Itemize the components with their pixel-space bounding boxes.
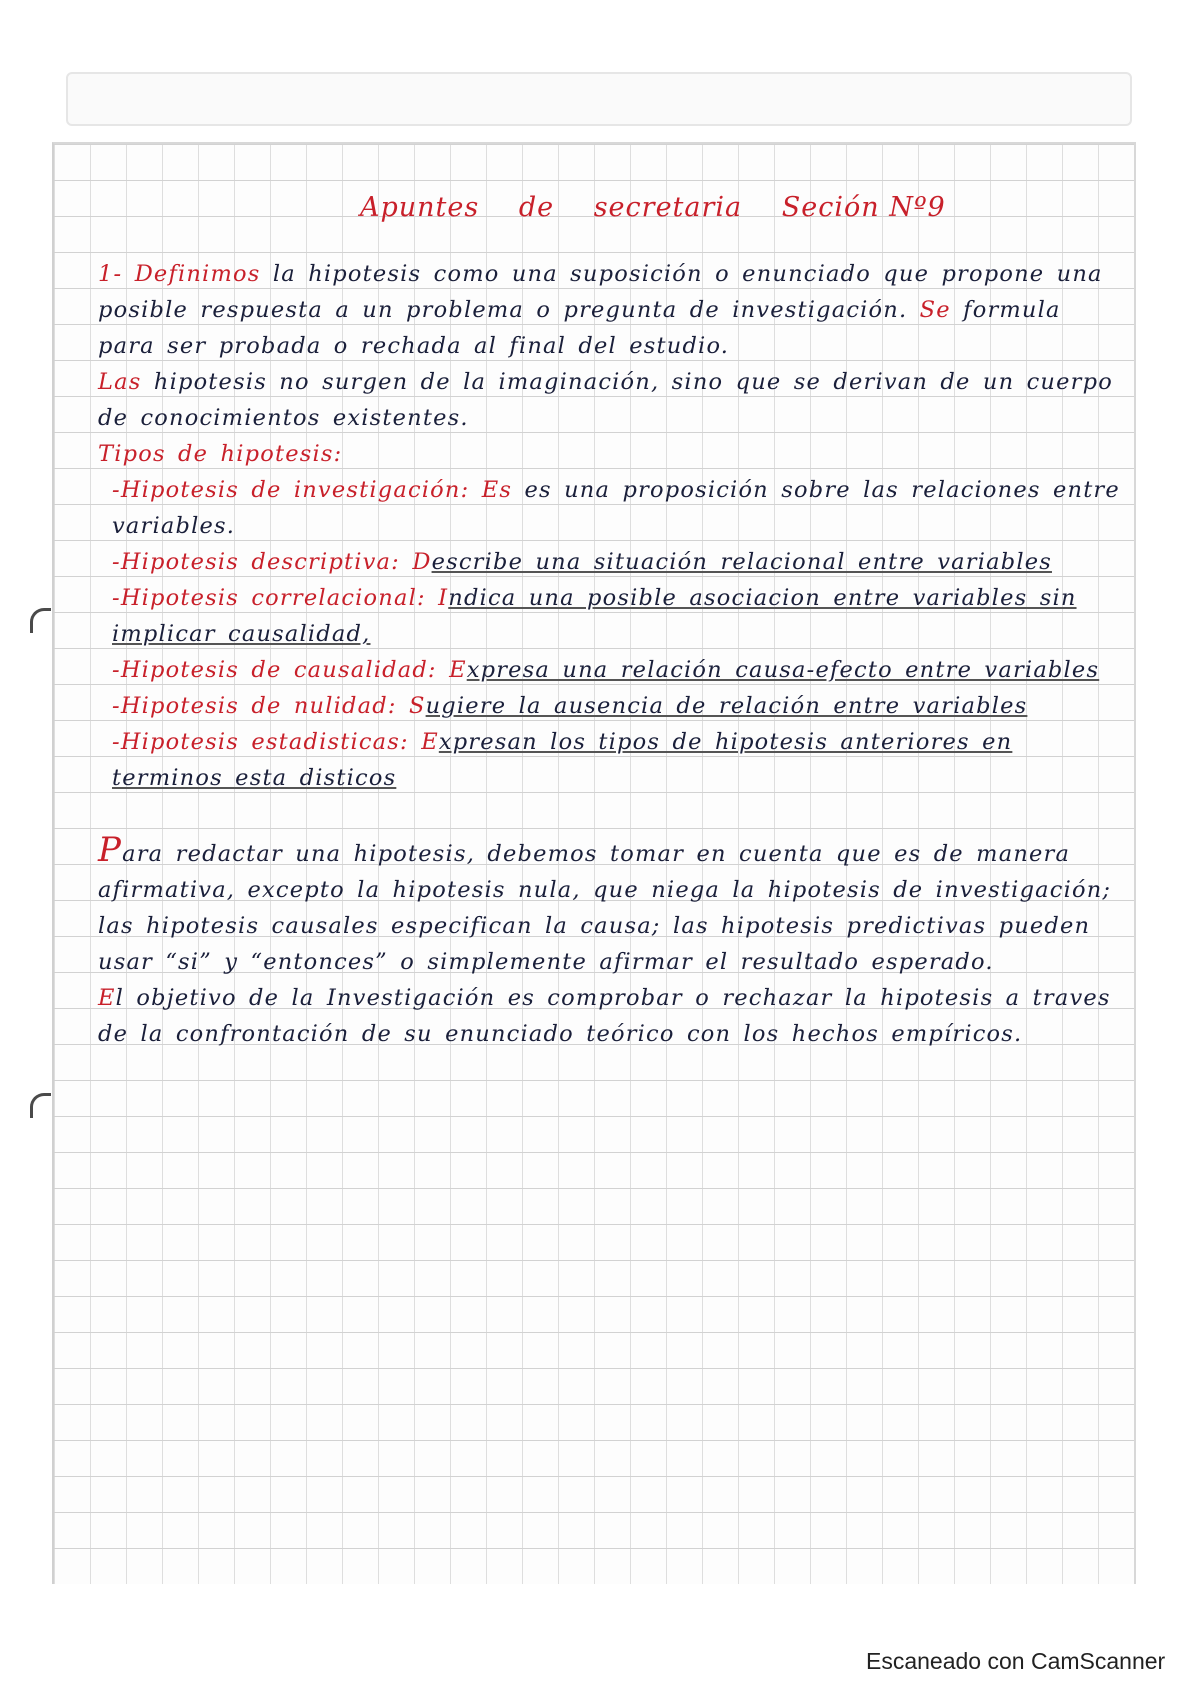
writing-text: ara redactar una hipotesis, debemos tomar en cuenta que es de manera afirmativa, excepto la hipotesis nula, que niega la hipotesis de investigación; las hipotesis causales especifican la causa; las hipotesis predictivas pueden usar “si” y “entonces” o simplemente afirmar el resultado esperado. xyxy=(98,841,1112,975)
type-initial: I xyxy=(438,585,449,611)
type-initial: S xyxy=(408,693,426,719)
writing-paragraph xyxy=(98,832,1128,980)
notes-body xyxy=(98,256,1128,1052)
type-dash: - xyxy=(112,693,121,719)
type-text: ugiere la ausencia de relación entre variables xyxy=(425,693,1028,719)
type-dash: - xyxy=(112,549,121,575)
origin-text: hipotesis no surgen de la imaginación, sino que se derivan de un cuerpo de conocimientos existentes. xyxy=(98,369,1113,431)
intro-line3: para ser probada o rechada al final del estudio. xyxy=(98,333,730,359)
objective-paragraph xyxy=(98,980,1128,1052)
scanner-watermark: Escaneado con CamScanner xyxy=(866,1648,1166,1674)
intro-marker: 1- xyxy=(98,261,123,287)
type-dash: - xyxy=(112,729,121,755)
intro-formula: formula xyxy=(963,297,1061,323)
top-paper-strip xyxy=(66,72,1132,126)
type-item xyxy=(98,472,1128,544)
type-name: Hipotesis de nulidad: xyxy=(120,693,397,719)
title-session: Seción Nº9 xyxy=(781,192,946,223)
objective-initial: E xyxy=(98,985,116,1011)
type-initial: Es xyxy=(481,477,513,503)
type-item xyxy=(98,544,1128,580)
type-dash: - xyxy=(112,585,121,611)
intro-lead: Definimos xyxy=(134,261,261,287)
title-word-1: Apuntes xyxy=(360,192,480,223)
type-dash: - xyxy=(112,657,121,683)
page-title xyxy=(360,192,946,223)
paragraph-gap xyxy=(98,796,1128,832)
type-name: Hipotesis correlacional: xyxy=(120,585,426,611)
type-text: escribe una situación relacional entre variables xyxy=(431,549,1052,575)
origin-paragraph xyxy=(98,364,1128,436)
type-dash: - xyxy=(112,477,121,503)
writing-initial: P xyxy=(98,830,123,870)
title-word-3: secretaria xyxy=(593,192,743,223)
objective-text: l objetivo de la Investigación es comprobar o rechazar la hipotesis a traves de la confrontación de su enunciado teórico con los hechos empíricos. xyxy=(98,985,1111,1047)
type-name: Hipotesis descriptiva: xyxy=(120,549,400,575)
type-name: Hipotesis de causalidad: xyxy=(120,657,437,683)
type-name: Hipotesis estadisticas: xyxy=(120,729,409,755)
type-initial: E xyxy=(449,657,467,683)
origin-lead: Las xyxy=(98,369,142,395)
intro-paragraph xyxy=(98,256,1128,364)
type-text: ndica una posible asociacion entre variables sin implicar causalidad, xyxy=(112,585,1077,647)
type-item xyxy=(98,652,1128,688)
type-item xyxy=(98,688,1128,724)
binder-hole-mark-2 xyxy=(30,1093,51,1118)
binder-hole-mark-1 xyxy=(30,608,51,633)
types-heading: Tipos de hipotesis: xyxy=(98,441,343,467)
intro-line1: la hipotesis como una suposición o enunciado que propone una xyxy=(272,261,1103,287)
type-item xyxy=(98,724,1128,796)
intro-line2: posible respuesta a un problema o pregunta de investigación. xyxy=(98,297,908,323)
type-initial: D xyxy=(412,549,432,575)
type-initial: E xyxy=(421,729,439,755)
type-text: xpresa una relación causa-efecto entre variables xyxy=(466,657,1100,683)
intro-se: Se xyxy=(919,297,951,323)
type-text: es una proposición sobre las relaciones entre variables. xyxy=(112,477,1120,539)
title-word-2: de xyxy=(518,192,555,223)
type-text: xpresan los tipos de hipotesis anteriores en terminos esta disticos xyxy=(112,729,1013,791)
type-item xyxy=(98,580,1128,652)
type-name: Hipotesis de investigación: xyxy=(120,477,470,503)
